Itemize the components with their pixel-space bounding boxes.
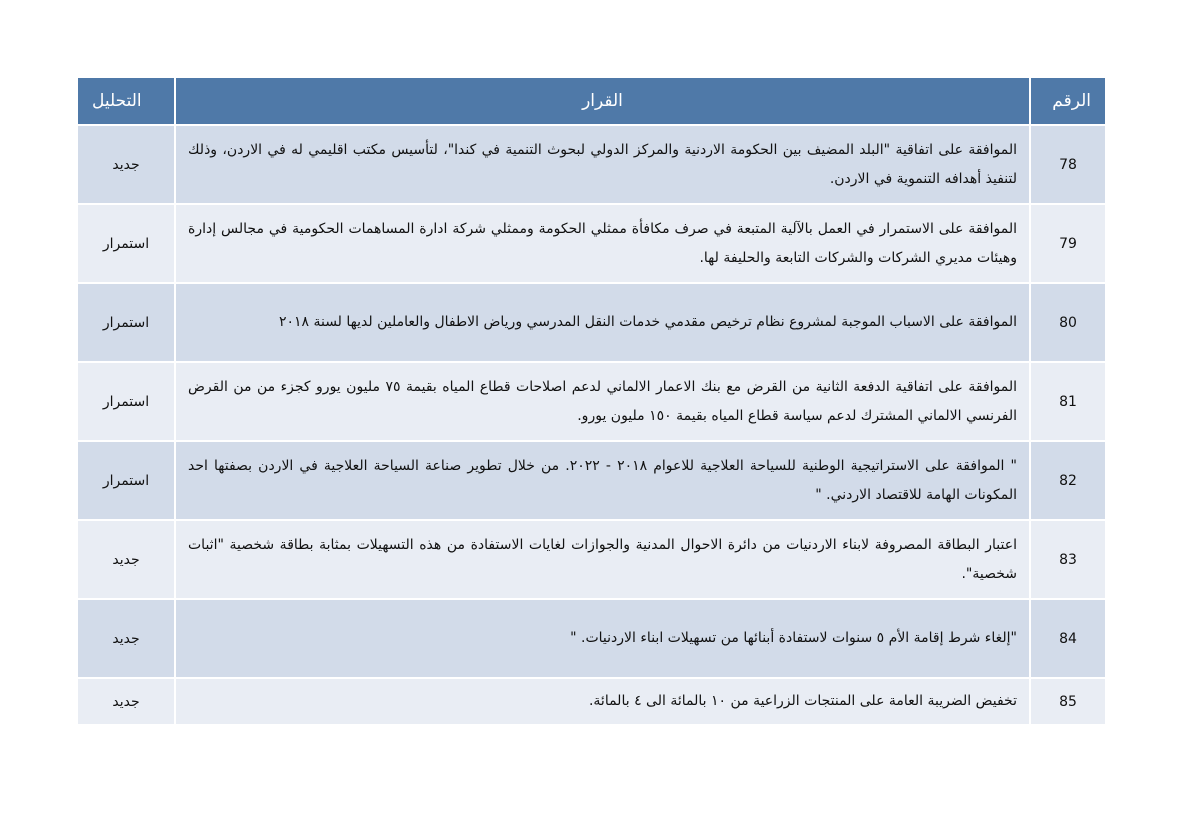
row-number: 79 [1030,204,1106,283]
table-row [77,362,1106,441]
row-analysis: استمرار [77,441,175,520]
header-row [77,77,1106,125]
table-row [77,204,1106,283]
row-number: 80 [1030,283,1106,362]
table-row [77,678,1106,725]
table-header [77,77,1106,125]
row-number: 78 [1030,125,1106,204]
row-analysis: جديد [77,678,175,725]
row-analysis: جديد [77,520,175,599]
row-number: 83 [1030,520,1106,599]
table-body [77,125,1106,725]
header-number: الرقم [1030,77,1106,125]
row-number: 85 [1030,678,1106,725]
decisions-table [76,76,1107,726]
header-decision: القرار [175,77,1030,125]
table-row [77,125,1106,204]
table-row [77,599,1106,678]
row-decision: تخفيض الضريبة العامة على المنتجات الزراعية من ١٠ بالمائة الى ٤ بالمائة. [175,678,1030,725]
row-analysis: جديد [77,125,175,204]
row-number: 84 [1030,599,1106,678]
row-analysis: استمرار [77,362,175,441]
row-number: 81 [1030,362,1106,441]
header-analysis: التحليل [77,77,175,125]
row-decision: "إلغاء شرط إقامة الأم ٥ سنوات لاستفادة أبنائها من تسهيلات ابناء الاردنيات. " [175,599,1030,678]
table-row [77,283,1106,362]
row-analysis: استمرار [77,283,175,362]
row-decision: اعتبار البطاقة المصروفة لابناء الاردنيات من دائرة الاحوال المدنية والجوازات لغايات الاستفادة من هذه التسهيلات بمثابة بطاقة شخصية "اثبات شخصية". [175,520,1030,599]
table-row [77,520,1106,599]
row-decision: الموافقة على اتفاقية الدفعة الثانية من القرض مع بنك الاعمار الالماني لدعم اصلاحات قطاع المياه بقيمة ٧٥ مليون يورو كجزء من من القرض الفرنسي الالماني المشترك لدعم سياسة قطاع المياه بقيمة ١٥٠ مليون يورو. [175,362,1030,441]
row-decision: الموافقة على الاستمرار في العمل بالآلية المتبعة في صرف مكافأة ممثلي الحكومة وممثلي شركة ادارة المساهمات الحكومية في مجالس إدارة وهيئات مديري الشركات والشركات التابعة والحليفة لها. [175,204,1030,283]
row-analysis: استمرار [77,204,175,283]
table-row [77,441,1106,520]
row-analysis: جديد [77,599,175,678]
row-decision: الموافقة على الاسباب الموجبة لمشروع نظام ترخيص مقدمي خدمات النقل المدرسي ورياض الاطفال والعاملين لديها لسنة ٢٠١٨ [175,283,1030,362]
row-decision: الموافقة على اتفاقية "البلد المضيف بين الحكومة الاردنية والمركز الدولي لبحوث التنمية في كندا"، لتأسيس مكتب اقليمي له في الاردن، وذلك لتنفيذ أهدافه التنموية في الاردن. [175,125,1030,204]
row-decision: " الموافقة على الاستراتيجية الوطنية للسياحة العلاجية للاعوام ٢٠١٨ - ٢٠٢٢. من خلال تطوير صناعة السياحة العلاجية في الاردن بصفتها احد المكونات الهامة للاقتصاد الاردني. " [175,441,1030,520]
row-number: 82 [1030,441,1106,520]
